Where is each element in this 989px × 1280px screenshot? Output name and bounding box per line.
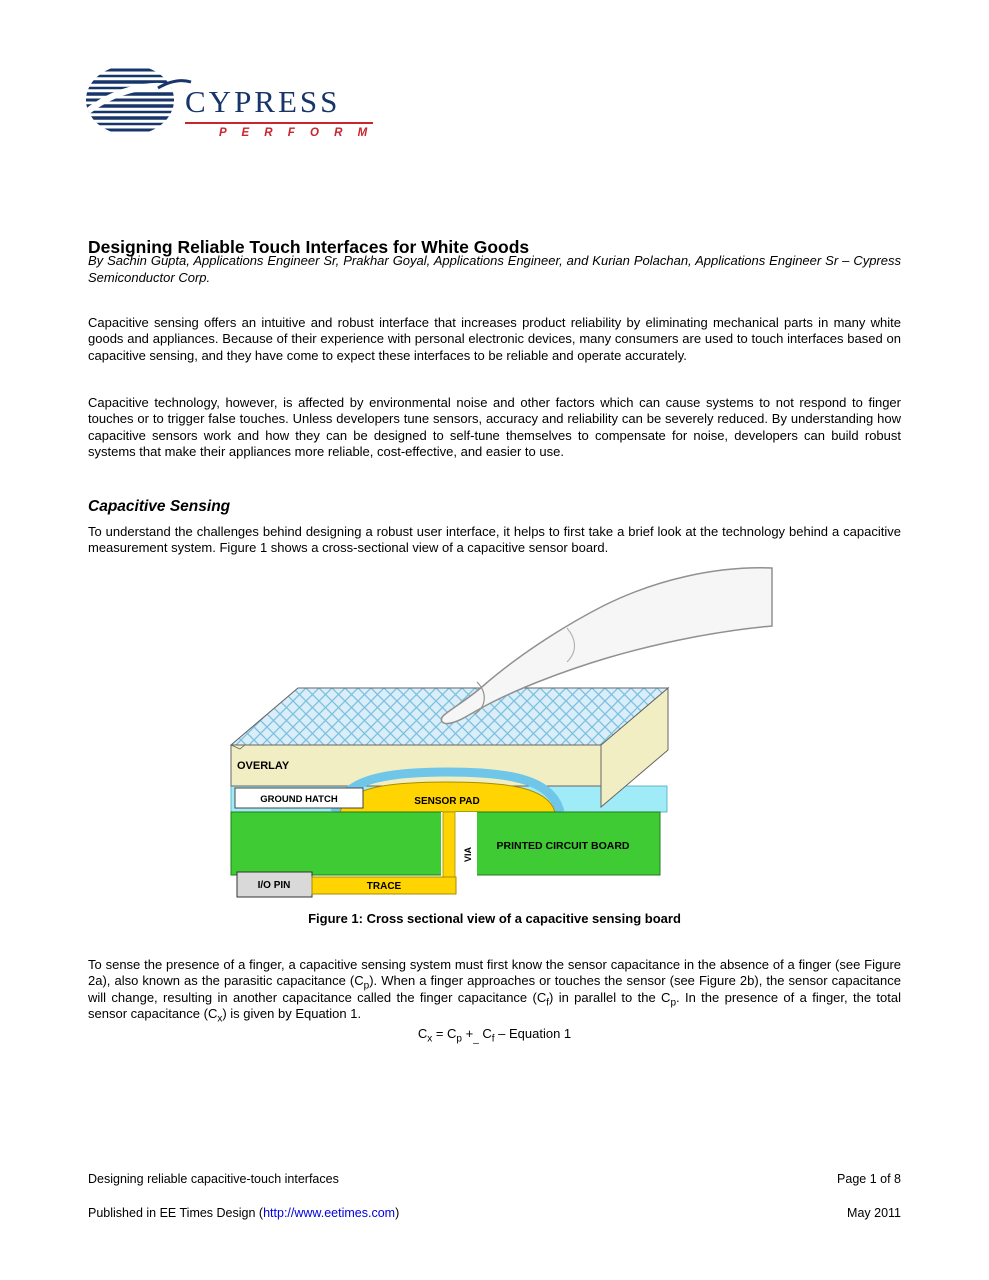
footer-doc-title: Designing reliable capacitive-touch interfaces [88, 1172, 339, 1186]
figure-label-trace: TRACE [366, 881, 402, 892]
footer-published-line [88, 1206, 399, 1221]
figure-label-pcb: PRINTED CIRCUIT BOARD [496, 840, 630, 852]
para4-seg5: ) is given by Equation 1. [222, 1006, 362, 1022]
eetimes-link[interactable]: http://www.eetimes.com [263, 1206, 396, 1220]
para4-seg2: ). When a finger approaches or touches the sensor (see Figure 2b), the sensor capacitance will change, resulting in another capacitance called the finger capacitance (C [88, 973, 901, 1005]
paragraph-capacitance [88, 957, 901, 1023]
article-byline: By Sachin Gupta, Applications Engineer Sr, Prakhar Goyal, Applications Engineer, and Kurian Polachan, Applications Engineer Sr – Cypress Semiconductor Corp. [88, 253, 901, 285]
eq-t3: + [461, 1026, 474, 1041]
figure-caption: Figure 1: Cross sectional view of a capacitive sensing board [308, 911, 681, 926]
footer-row-2 [88, 1206, 901, 1221]
para4-sub-p1: p [363, 981, 370, 992]
para4-seg1: To sense the presence of a finger, a capacitive sensing system must first know the sensor capacitance in the absence of a finger (see Figure 2a), also known as the parasitic capacitance (C [88, 957, 901, 989]
figure-label-via: VIA [463, 846, 473, 862]
figure-label-io-pin: I/O PIN [257, 880, 291, 891]
para4-sub-x: x [217, 1013, 223, 1025]
section-heading-capacitive-sensing: Capacitive Sensing [88, 497, 231, 515]
paragraph-intro-2: Capacitive technology, however, is affected by environmental noise and other factors which can cause systems to not respond to finger touches or to trigger false touches. Unless developers tune sensors, accuracy and reliability can be severely reduced. By understanding how capacitive sensors work and how they can be designed to self-tune themselves to compensate for noise, developers can build robust systems that make their appliances more reliable, cost-effective, and easier to use. [88, 395, 901, 460]
eq-t1: C [417, 1026, 428, 1041]
paragraph-intro-1: Capacitive sensing offers an intuitive and robust interface that increases product reliability by eliminating mechanical parts in many white goods and appliances. Because of their experience with personal electronic devices, many consumers are used to touch interfaces based on capacitive sensing, and they have come to expect these interfaces to be reliable and operate accurately. [88, 315, 901, 363]
footer-published-post: ) [395, 1206, 400, 1220]
cypress-globe-icon [78, 60, 193, 145]
via-shape [443, 812, 455, 880]
eq-t4: C [478, 1026, 492, 1041]
para4-sub-p2: p [670, 997, 677, 1009]
footer-date: May 2011 [847, 1206, 901, 1220]
eq-t2: = C [432, 1026, 457, 1041]
brand-name: CYPRESS [185, 86, 373, 124]
eq-sub-underscore: _ [473, 1033, 479, 1045]
eq-sub-p: p [456, 1033, 462, 1045]
cypress-logo [78, 60, 373, 145]
equation-1 [88, 1026, 901, 1045]
footer-published-pre: Published in EE Times Design ( [88, 1206, 264, 1220]
paragraph-section-intro: To understand the challenges behind designing a robust user interface, it helps to first take a brief look at the technology behind a capacitive measurement system. Figure 1 shows a cross-sectional view of a capacitive sensor board. [88, 524, 901, 556]
figure-label-ground-hatch: GROUND HATCH [260, 794, 338, 805]
para4-seg4: . In the presence of a finger, the total sensor capacitance (C [88, 989, 901, 1022]
figure-label-overlay: OVERLAY [237, 760, 290, 772]
logo-wordmark [185, 86, 373, 139]
figure-label-sensor-pad: SENSOR PAD [414, 796, 480, 807]
footer-page-number: Page 1 of 8 [837, 1172, 901, 1186]
article-title: Designing Reliable Touch Interfaces for White Goods [88, 236, 530, 257]
footer-row-1 [88, 1172, 901, 1187]
eq-sub-f: f [491, 1033, 495, 1045]
eq-sub-x: x [427, 1033, 433, 1045]
figure-diagram [215, 558, 775, 908]
para4-seg3: ) in parallel to the C [549, 989, 671, 1005]
eq-t5: – Equation 1 [494, 1026, 572, 1041]
brand-tagline: P E R F O R M [219, 127, 374, 139]
para4-sub-f: f [546, 997, 550, 1009]
